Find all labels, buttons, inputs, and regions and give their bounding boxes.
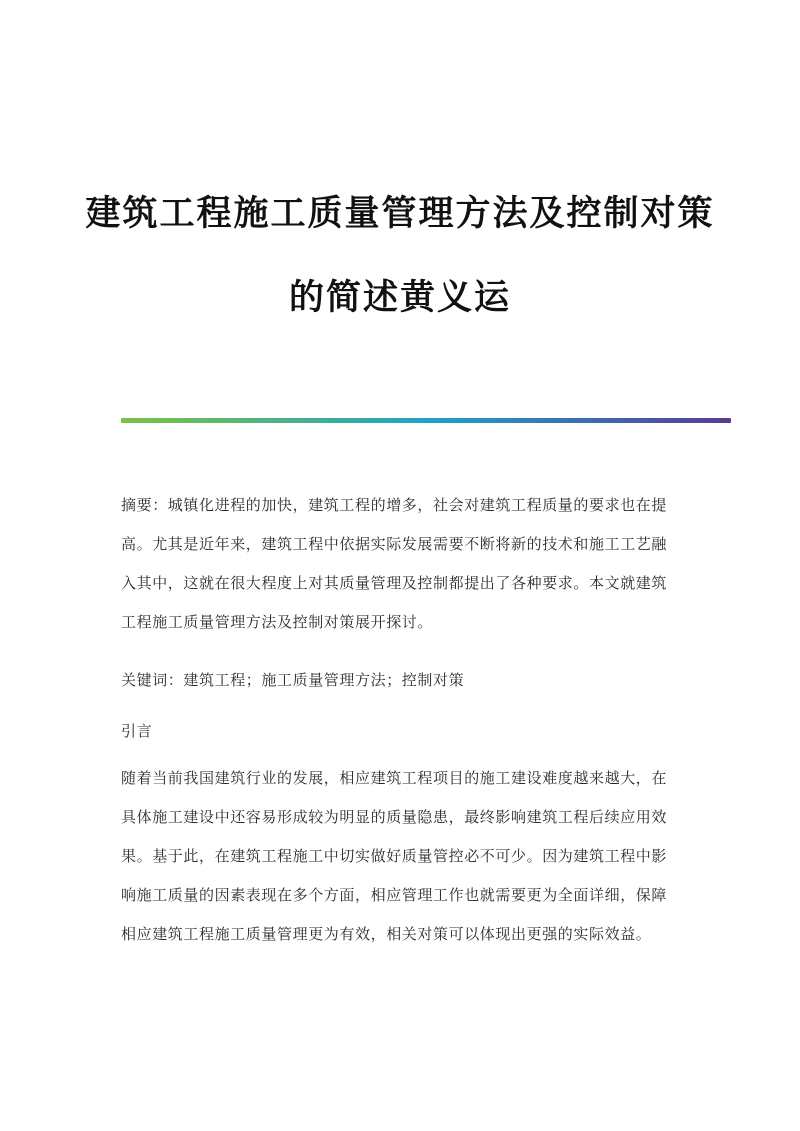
document-title-line-2: 的简述黄义运: [288, 277, 511, 318]
keywords-line: 关键词：建筑工程；施工质量管理方法；控制对策: [121, 671, 465, 689]
abstract-paragraph: 摘要：城镇化进程的加快，建筑工程的增多，社会对建筑工程质量的要求也在提高。尤其是近年来，建筑工程中依据实际发展需要不断将新的技术和施工工艺融入其中，这就在很大程度上对其质量管理及控制都提出了各种要求。本文就建筑工程施工质量管理方法及控制对策展开探讨。: [121, 496, 668, 631]
document-title-line-1: 建筑工程施工质量管理方法及控制对策: [85, 193, 715, 234]
introduction-paragraph: 随着当前我国建筑行业的发展，相应建筑工程项目的施工建设难度越来越大，在具体施工建设中还容易形成较为明显的质量隐患，最终影响建筑工程后续应用效果。基于此，在建筑工程施工中切实做好质量管控必不可少。因为建筑工程中影响施工质量的因素表现在多个方面，相应管理工作也就需要更为全面详细，保障相应建筑工程施工质量管理更为有效，相关对策可以体现出更强的实际效益。: [121, 769, 668, 943]
title-divider: [121, 418, 731, 423]
introduction-heading: 引言: [121, 722, 153, 740]
